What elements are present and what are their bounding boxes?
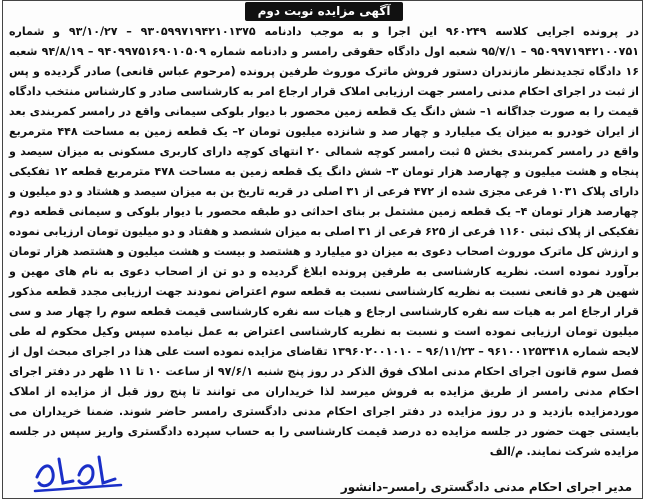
handwritten-mark [29,433,129,497]
notice-signature: مدیر اجرای احکام مدنی دادگستری رامسر–دانشور [340,480,632,494]
notice-title: آگهی مزایده نوبت دوم [245,2,403,21]
notice-body: در پرونده اجرایی کلاسه ۹۶۰۲۴۹ این اجرا و به موجب دادنامه ۹۳۰۵۹۹۷۱۹۴۲۱۰۱۳۷۵ – ۹۳/۱۰/۲۷ و شماره ۹۵۰۹۹۷۱۹۴۲۱۰۰۷۵۱ – ۹۵/۷/۱ شعبه اول دادگاه حقوقی رامسر و دادنامه شماره ۹۴۰۹۹۷۵۱۶۹۰۱۰۵۰۹ – ۹۴/۸/۱۹ شعبه ۱۶ دادگاه تجدیدنظر مازندران دستور فروش ماترک موروث طرفین پرونده (مرحوم عباس قانعی) صادر گردیده و پس از ثبت در اجرای احکام مدنی رامسر جهت ارزیابی املاک قرار ارجاع امر به کارشناسی صادر و کارشناس منتخب دادگاه قیمت را به صورت جداگانه ۱– شش دانگ یک قطعه زمین محصور با دیوار بلوکی سیمانی واقع در رامسر کمربندی بعد از ایران خودرو به میزان یک میلیارد و چهار صد و شانزده میلیون تومان ۲– یک قطعه زمین به مساحت ۴۴۸ مترمربع واقع در رامسر کمربندی بخش ۵ ثبت رامسر کوچه شمالی ۲۰ انتهای کوچه دارای کاربری مسکونی به میزان سیصد و پنجاه و هشت میلیون و چهارصد هزار تومان ۳– شش دانگ یک قطعه زمین به مساحت ۴۷۸ مترمربع قطعه ۱۲ تفکیکی دارای پلاک ۱۰۳۱ فرعی مجزی شده از ۴۷۲ فرعی از ۳۱ اصلی در قریه تاریخ بن به میزان سیصد و هشتاد و دو میلیون و چهارصد هزار تومان ۴– یک قطعه زمین مشتمل بر بنای احداثی دو طبقه محصور با دیوار بلوکی و سیمانی قطعه دوم تفکیکی از پلاک ثبتی ۱۱۶۰ فرعی از ۶۲۵ فرعی از ۳۱ اصلی به میزان ششصد و هفتاد و دو میلیون تومان ارزیابی نموده و ارزش کل ماترک موروث اصحاب دعوی به میزان دو میلیارد و هشتصد و بیست و هشت میلیون و هشتصد هزار تومان برآورد نموده است. نظریه کارشناسی به طرفین پرونده ابلاغ گردیده و دو تن از اصحاب دعوی به نام های مهین و شهین هر دو قانعی نسبت به نظریه کارشناسی نسبت به قطعه سوم اعتراض نمودند جهت ارزیابی مجدد قطعه مذکور قرار ارجاع امر به هیات سه نفره کارشناسی ارجاع و هیات سه نفره کارشناسی قیمت قطعه سوم را چهار صد و سی میلیون تومان ارزیابی نموده است و نسبت به نظریه کارشناسی اعتراض به عمل نیامده سپس وکیل محکوم له طی لایحه شماره ۹۶۱۰۰۱۲۵۳۴۱۸ – ۹۶/۱۱/۲۳ – ۱۳۹۶۰۲۰۰۱۰۱۰ تقاضای مزایده نموده است علی هذا در اجرای مبحث اول از فصل سوم قانون اجرای احکام مدنی املاک فوق الذکر در روز پنج شنبه ۹۷/۶/۱ از ساعت ۱۰ تا ۱۱ ظهر در دفتر اجرای احکام مدنی رامسر از طریق مزایده به فروش میرسد لذا خریداران می توانند تا پنج روز قبل از مزایده از املاک موردمزایده بازدید و در روز مزایده در دفتر اجرای احکام مدنی دادگستری رامسر حاضر شوند. ضمنا خریداران می بایستی جهت حضور در جلسه مزایده ده درصد قیمت کارشناسی را به حساب سپرده دادگستری واریز سپس در جلسه مزایده شرکت نمایند. م/الف [9,25,640,458]
auction-notice [2,0,643,499]
